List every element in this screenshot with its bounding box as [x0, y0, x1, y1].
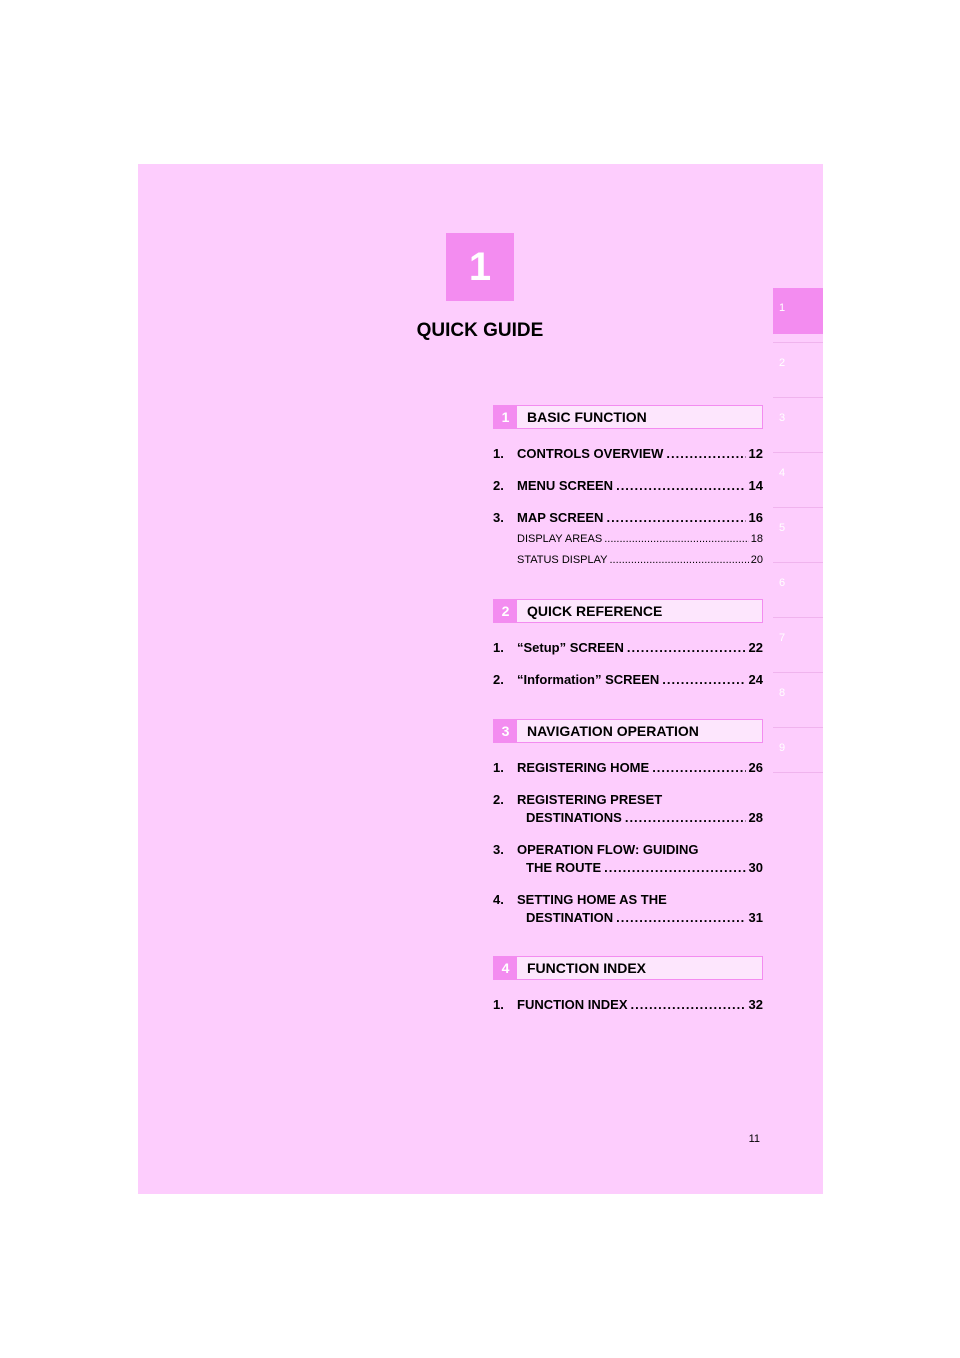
chapter-number: 1: [468, 244, 492, 289]
dot-leader: [662, 672, 745, 687]
section-title: FUNCTION INDEX: [527, 960, 646, 976]
section-header-basic-function: [493, 405, 763, 429]
chapter-title: QUICK GUIDE: [416, 320, 544, 341]
toc-entry[interactable]: 1. FUNCTION INDEX ..... 32: [493, 997, 763, 1012]
section-header-quick-reference: [493, 599, 763, 623]
side-tab-7[interactable]: 7: [773, 617, 823, 663]
page-ref: 24: [748, 672, 763, 687]
side-tab-1[interactable]: 1: [773, 288, 823, 334]
side-tab-5[interactable]: 5: [773, 507, 823, 553]
toc-entry[interactable]: 1. “Setup” SCREEN ..... 22: [493, 640, 763, 655]
toc-subentry[interactable]: STATUS DISPLAY ..... 20: [517, 554, 763, 566]
side-tab-4[interactable]: 4: [773, 452, 823, 498]
dot-leader: [616, 910, 745, 925]
toc-entry[interactable]: THE ROUTE ..... 30: [493, 860, 763, 875]
toc-entry[interactable]: DESTINATION ..... 31: [493, 910, 763, 925]
page-ref: 14: [748, 478, 763, 493]
section-number: 1: [494, 406, 517, 428]
dot-leader: [652, 760, 745, 775]
page-ref: 20: [750, 554, 763, 566]
dot-leader: [625, 810, 746, 825]
section-title: QUICK REFERENCE: [527, 603, 663, 619]
section-number: 3: [494, 720, 517, 742]
dot-leader: [631, 997, 746, 1012]
dot-leader: [606, 510, 745, 525]
dot-leader: [604, 860, 745, 875]
side-tab-6[interactable]: 6: [773, 562, 823, 608]
toc-entry[interactable]: 3. MAP SCREEN ..... 16: [493, 510, 763, 525]
side-tab-2[interactable]: 2: [773, 342, 823, 388]
page-ref: 26: [748, 760, 763, 775]
section-title: BASIC FUNCTION: [527, 409, 647, 425]
toc-entry[interactable]: 1. CONTROLS OVERVIEW ..... 12: [493, 446, 763, 461]
section-header-function-index: [493, 956, 763, 980]
page-ref: 12: [748, 446, 763, 461]
side-tab-9[interactable]: 9: [773, 727, 823, 773]
toc-entry[interactable]: 2. MENU SCREEN ..... 14: [493, 478, 763, 493]
toc-entry-first-line[interactable]: 3. OPERATION FLOW: GUIDING: [493, 842, 699, 857]
dot-leader: [609, 554, 748, 566]
section-number: 4: [494, 957, 517, 979]
page-ref: 22: [748, 640, 763, 655]
toc-entry[interactable]: 1. REGISTERING HOME ..... 26: [493, 760, 763, 775]
toc-entry-first-line[interactable]: 4. SETTING HOME AS THE: [493, 892, 667, 907]
page-ref: 30: [748, 860, 763, 875]
section-header-navigation-operation: [493, 719, 763, 743]
toc-entry[interactable]: 2. “Information” SCREEN ..... 24: [493, 672, 763, 687]
page-ref: 32: [748, 997, 763, 1012]
section-title: NAVIGATION OPERATION: [527, 723, 699, 739]
chapter-number-box: [446, 233, 514, 301]
page-ref: 16: [748, 510, 763, 525]
dot-leader: [627, 640, 746, 655]
side-tab-3[interactable]: 3: [773, 397, 823, 443]
page-ref: 28: [748, 810, 763, 825]
page-ref: 31: [748, 910, 763, 925]
toc-entry-first-line[interactable]: 2. REGISTERING PRESET: [493, 792, 663, 807]
dot-leader: [604, 533, 749, 545]
page-ref: 18: [750, 533, 763, 545]
toc-subentry[interactable]: DISPLAY AREAS ..... 18: [517, 533, 763, 545]
toc-entry[interactable]: DESTINATIONS ..... 28: [493, 810, 763, 825]
page-number: 11: [748, 1133, 760, 1145]
side-tab-blank: [773, 772, 823, 810]
section-number: 2: [494, 600, 517, 622]
side-tab-8[interactable]: 8: [773, 672, 823, 718]
dot-leader: [666, 446, 745, 461]
dot-leader: [616, 478, 745, 493]
